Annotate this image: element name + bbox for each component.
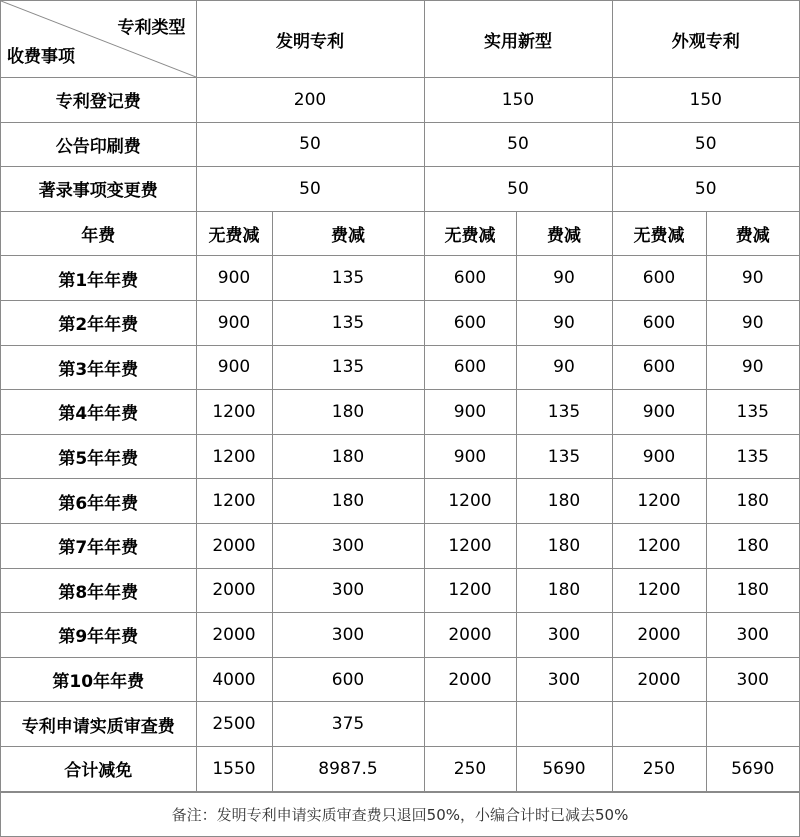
- fee-value-cell: [612, 702, 706, 747]
- fee-value-cell: 2000: [612, 657, 706, 702]
- fee-value-cell: 2500: [196, 702, 272, 747]
- row-label: 第6年年费: [1, 479, 196, 524]
- fee-value-cell: 300: [706, 657, 799, 702]
- flat-fee-row: [1, 167, 799, 212]
- fee-value-cell: 135: [272, 300, 424, 345]
- fee-value-cell: 900: [612, 390, 706, 435]
- corner-header-cell: [1, 1, 196, 78]
- fee-value-cell: 300: [516, 657, 612, 702]
- fee-value-cell: 2000: [196, 523, 272, 568]
- fee-value-cell: 1200: [424, 568, 516, 613]
- fee-value-cell: 180: [706, 523, 799, 568]
- fee-value-cell: 1200: [612, 479, 706, 524]
- annual-fee-row: [1, 479, 799, 524]
- row-label: 第1年年费: [1, 256, 196, 301]
- fee-value-cell: 1200: [612, 523, 706, 568]
- row-label: 第9年年费: [1, 613, 196, 658]
- fee-value-cell: 600: [424, 256, 516, 301]
- fee-value-cell: 180: [516, 523, 612, 568]
- fee-value-cell: 50: [196, 122, 424, 167]
- fee-value-cell: 1200: [424, 479, 516, 524]
- annual-fee-header: 年费: [1, 211, 196, 256]
- fee-value-cell: 2000: [612, 613, 706, 658]
- header-row: [1, 1, 799, 78]
- annual-fee-subheader-row: [1, 211, 799, 256]
- fee-value-cell: 300: [516, 613, 612, 658]
- fee-value-cell: 135: [516, 434, 612, 479]
- fee-value-cell: 600: [612, 345, 706, 390]
- fee-value-cell: 1200: [196, 434, 272, 479]
- fee-value-cell: 900: [196, 300, 272, 345]
- no-reduction-header: 无费减: [196, 211, 272, 256]
- total-value-cell: 1550: [196, 746, 272, 791]
- annual-fee-row: [1, 613, 799, 658]
- annual-fee-row: [1, 390, 799, 435]
- row-label: 著录事项变更费: [1, 167, 196, 212]
- reduction-header: 费减: [706, 211, 799, 256]
- fee-value-cell: 90: [706, 345, 799, 390]
- fee-value-cell: [424, 702, 516, 747]
- no-reduction-header: 无费减: [612, 211, 706, 256]
- fee-value-cell: 180: [272, 390, 424, 435]
- fee-value-cell: 180: [706, 479, 799, 524]
- fee-value-cell: 300: [272, 613, 424, 658]
- fee-value-cell: 180: [706, 568, 799, 613]
- row-label: 专利登记费: [1, 78, 196, 123]
- fee-value-cell: 4000: [196, 657, 272, 702]
- annual-fee-row: [1, 256, 799, 301]
- type-header-utility: 实用新型: [424, 1, 612, 78]
- annual-fee-row: [1, 568, 799, 613]
- row-label: 第10年年费: [1, 657, 196, 702]
- fee-table-body: [1, 1, 799, 791]
- fee-value-cell: 90: [516, 256, 612, 301]
- fee-value-cell: 900: [196, 256, 272, 301]
- fee-value-cell: 900: [424, 390, 516, 435]
- fee-value-cell: 180: [516, 568, 612, 613]
- row-label: 第3年年费: [1, 345, 196, 390]
- fee-value-cell: 150: [612, 78, 799, 123]
- reduction-header: 费减: [272, 211, 424, 256]
- fee-value-cell: 2000: [424, 613, 516, 658]
- fee-value-cell: 600: [612, 256, 706, 301]
- fee-value-cell: 50: [424, 167, 612, 212]
- row-label: 专利申请实质审查费: [1, 702, 196, 747]
- reduction-header: 费减: [516, 211, 612, 256]
- fee-value-cell: 135: [516, 390, 612, 435]
- fee-value-cell: 180: [272, 479, 424, 524]
- flat-fee-row: [1, 122, 799, 167]
- fee-value-cell: 135: [706, 390, 799, 435]
- fee-value-cell: 50: [612, 167, 799, 212]
- fee-value-cell: 300: [706, 613, 799, 658]
- total-value-cell: 5690: [516, 746, 612, 791]
- fee-value-cell: 135: [706, 434, 799, 479]
- fee-value-cell: 50: [612, 122, 799, 167]
- exam-fee-row: [1, 702, 799, 747]
- fee-value-cell: 1200: [612, 568, 706, 613]
- no-reduction-header: 无费减: [424, 211, 516, 256]
- fee-value-cell: 2000: [196, 613, 272, 658]
- total-value-cell: 250: [424, 746, 516, 791]
- fee-value-cell: 135: [272, 256, 424, 301]
- row-label: 第2年年费: [1, 300, 196, 345]
- fee-value-cell: 2000: [424, 657, 516, 702]
- fee-value-cell: 90: [516, 300, 612, 345]
- footnote: 备注：发明专利申请实质审查费只退回50%，小编合计时已减去50%: [1, 792, 799, 837]
- annual-fee-row: [1, 345, 799, 390]
- type-header-design: 外观专利: [612, 1, 799, 78]
- annual-fee-row: [1, 300, 799, 345]
- fee-value-cell: [706, 702, 799, 747]
- row-label: 第5年年费: [1, 434, 196, 479]
- fee-value-cell: 200: [196, 78, 424, 123]
- row-label: 第7年年费: [1, 523, 196, 568]
- fee-value-cell: 180: [272, 434, 424, 479]
- fee-value-cell: 50: [196, 167, 424, 212]
- fee-value-cell: 600: [424, 345, 516, 390]
- fee-value-cell: 135: [272, 345, 424, 390]
- fee-value-cell: 50: [424, 122, 612, 167]
- total-row: [1, 746, 799, 791]
- fee-value-cell: 90: [706, 256, 799, 301]
- fee-value-cell: 375: [272, 702, 424, 747]
- fee-value-cell: 900: [612, 434, 706, 479]
- row-label: 合计减免: [1, 746, 196, 791]
- annual-fee-row: [1, 523, 799, 568]
- fee-value-cell: 900: [196, 345, 272, 390]
- fee-value-cell: [516, 702, 612, 747]
- fee-value-cell: 1200: [196, 390, 272, 435]
- row-label: 第8年年费: [1, 568, 196, 613]
- fee-value-cell: 600: [612, 300, 706, 345]
- fee-value-cell: 90: [706, 300, 799, 345]
- fee-value-cell: 600: [424, 300, 516, 345]
- fee-value-cell: 900: [424, 434, 516, 479]
- fee-value-cell: 180: [516, 479, 612, 524]
- annual-fee-row: [1, 657, 799, 702]
- total-value-cell: 5690: [706, 746, 799, 791]
- flat-fee-row: [1, 78, 799, 123]
- type-header-invention: 发明专利: [196, 1, 424, 78]
- total-value-cell: 8987.5: [272, 746, 424, 791]
- fee-value-cell: 1200: [424, 523, 516, 568]
- fee-value-cell: 150: [424, 78, 612, 123]
- patent-fee-table: [1, 1, 799, 792]
- fee-value-cell: 2000: [196, 568, 272, 613]
- corner-bottom-label: 收费事项: [7, 47, 75, 67]
- row-label: 第4年年费: [1, 390, 196, 435]
- corner-top-label: 专利类型: [117, 18, 186, 38]
- fee-value-cell: 1200: [196, 479, 272, 524]
- fee-value-cell: 90: [516, 345, 612, 390]
- fee-value-cell: 300: [272, 523, 424, 568]
- fee-value-cell: 300: [272, 568, 424, 613]
- total-value-cell: 250: [612, 746, 706, 791]
- annual-fee-row: [1, 434, 799, 479]
- fee-value-cell: 600: [272, 657, 424, 702]
- row-label: 公告印刷费: [1, 122, 196, 167]
